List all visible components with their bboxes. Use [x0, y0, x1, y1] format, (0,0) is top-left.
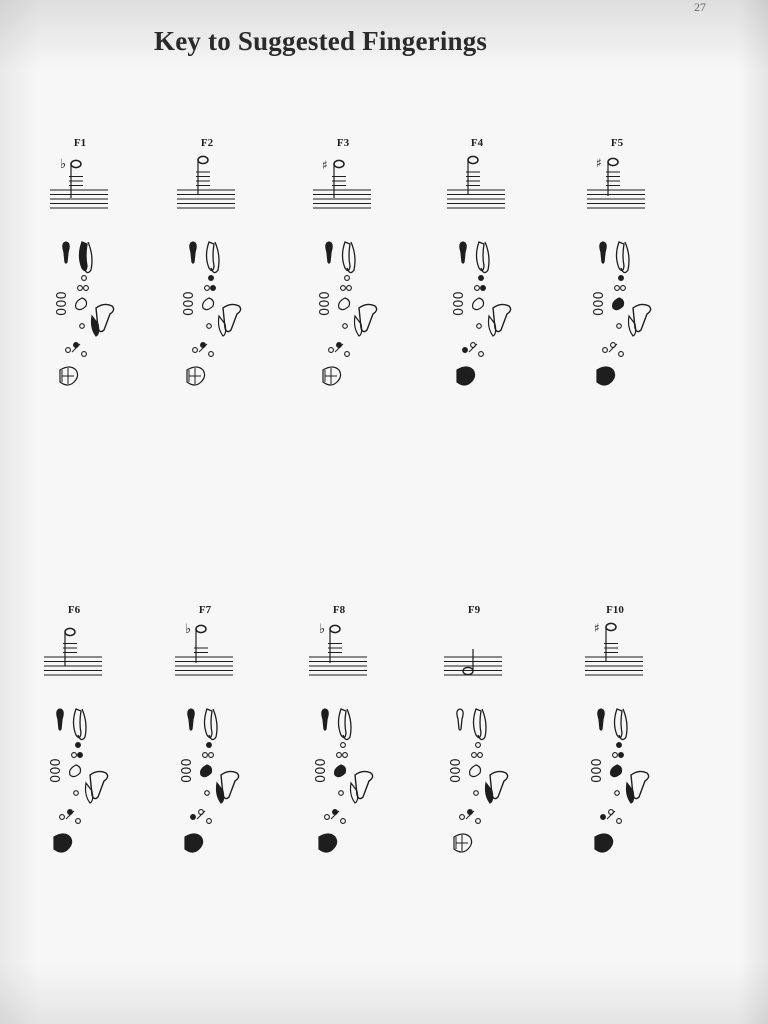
- staff-notation: [447, 152, 507, 222]
- left-hand-keys: 000: [449, 758, 464, 783]
- fingering-cell-f7: [145, 601, 265, 901]
- teardrop-key: [339, 298, 350, 310]
- fingering-label: F10: [606, 604, 624, 616]
- tone-hole: [60, 815, 65, 820]
- flick-key: [207, 242, 215, 271]
- staff-notation: [444, 619, 504, 689]
- staff-notation: [585, 619, 645, 689]
- sharp-sign: ♯: [594, 621, 600, 635]
- tone-hole: [619, 276, 624, 281]
- staff-lines: [309, 657, 367, 675]
- staff-notation: [50, 152, 110, 222]
- left-hand-keys: 000: [318, 291, 333, 316]
- left-hand-keys: 000: [182, 291, 197, 316]
- tone-hole: [341, 819, 346, 824]
- tone-hole: [209, 753, 214, 758]
- flick-key: [615, 709, 623, 738]
- note-head: [71, 160, 81, 167]
- tone-hole: [76, 743, 81, 748]
- tone-hole: [615, 286, 620, 291]
- fingering-cell-f8: [279, 601, 399, 901]
- low-key-detail: [325, 368, 337, 384]
- page-number: 27: [694, 0, 706, 14]
- fingering-diagram: [49, 709, 112, 879]
- fingering-label: F4: [470, 137, 484, 149]
- fingering-label: F8: [332, 604, 346, 616]
- flick-key: [477, 242, 485, 271]
- staff-lines: [587, 190, 645, 208]
- whisper-key: [457, 709, 463, 730]
- tone-hole: [80, 324, 85, 329]
- fingering-diagram: [590, 709, 653, 879]
- thumb-key: [621, 242, 629, 273]
- tone-hole: [205, 286, 210, 291]
- tone-hole: [479, 352, 484, 357]
- whisper-key: [322, 709, 328, 730]
- left-hand-keys: 000: [180, 758, 195, 783]
- tone-hole: [207, 743, 212, 748]
- left-hand-keys: 000: [314, 758, 329, 783]
- tone-hole: [343, 324, 348, 329]
- thumb-key: [478, 709, 486, 740]
- tone-hole: [209, 352, 214, 357]
- tone-hole: [621, 286, 626, 291]
- tone-hole: [78, 753, 83, 758]
- thumb-key: [209, 709, 217, 740]
- tone-hole: [463, 348, 468, 353]
- thumb-key: [78, 709, 86, 740]
- staff-notation: [587, 152, 647, 222]
- page-title: Key to Suggested Fingerings: [154, 26, 488, 56]
- fingering-cell-f6: [14, 601, 134, 901]
- fingering-row-2: [0, 601, 768, 901]
- fingering-cell-f1: [20, 134, 140, 434]
- left-hand-keys: 000: [55, 291, 70, 316]
- fingering-diagram: [180, 709, 243, 879]
- flick-key: [339, 709, 347, 738]
- left-hand-keys: 000: [452, 291, 467, 316]
- teardrop-key: [70, 765, 81, 777]
- tone-hole: [460, 815, 465, 820]
- tone-hole: [343, 753, 348, 758]
- flat-sign: ♭: [60, 157, 67, 172]
- whisper-key: [57, 709, 63, 730]
- tone-hole: [325, 815, 330, 820]
- tone-hole: [345, 352, 350, 357]
- staff-lines: [44, 657, 102, 675]
- fingering-diagram: [449, 709, 512, 879]
- low-key-detail: [62, 368, 74, 384]
- flick-key: [74, 709, 82, 738]
- left-hand-keys: 000: [592, 291, 607, 316]
- fingering-diagram: [55, 242, 118, 412]
- tone-hole: [207, 324, 212, 329]
- tone-hole: [72, 753, 77, 758]
- fingering-label: F5: [610, 137, 624, 149]
- teardrop-key: [76, 298, 87, 310]
- note-head: [198, 156, 208, 163]
- teardrop-key: [613, 298, 624, 310]
- note-head: [330, 625, 340, 632]
- fingering-label: F6: [67, 604, 81, 616]
- note-head: [468, 156, 478, 163]
- teardrop-key: [611, 765, 622, 777]
- staff-lines: [175, 657, 233, 675]
- fingering-diagram: [182, 242, 245, 412]
- tone-hole: [615, 791, 620, 796]
- tone-hole: [476, 743, 481, 748]
- tone-hole: [617, 819, 622, 824]
- whisper-key: [188, 709, 194, 730]
- whisper-key: [326, 242, 332, 263]
- low-key-detail: [456, 835, 468, 851]
- thumb-key: [343, 709, 351, 740]
- staff-lines: [50, 190, 108, 208]
- note-head: [606, 623, 616, 630]
- teardrop-key: [470, 765, 481, 777]
- teardrop-key: [201, 765, 212, 777]
- thumb-key: [619, 709, 627, 740]
- tone-hole: [479, 276, 484, 281]
- flat-sign: ♭: [319, 622, 326, 637]
- staff-lines: [177, 190, 235, 208]
- flat-sign: ♭: [185, 622, 192, 637]
- staff-lines: [447, 190, 505, 208]
- flick-key: [474, 709, 482, 738]
- tone-hole: [601, 815, 606, 820]
- staff-notation: [313, 152, 373, 222]
- staff-notation: [177, 152, 237, 222]
- whisper-key: [63, 242, 69, 263]
- sharp-sign: ♯: [596, 156, 602, 170]
- tone-hole: [82, 276, 87, 281]
- low-key-detail: [189, 368, 201, 384]
- tone-hole: [207, 819, 212, 824]
- left-hand-keys: 000: [49, 758, 64, 783]
- fingering-label: F2: [200, 137, 214, 149]
- note-head: [334, 160, 344, 167]
- tone-hole: [74, 791, 79, 796]
- fingering-diagram: [318, 242, 381, 412]
- tone-hole: [78, 286, 83, 291]
- fingering-cell-f5: [557, 134, 677, 434]
- staff-notation: [44, 619, 104, 689]
- tone-hole: [476, 819, 481, 824]
- tone-hole: [345, 276, 350, 281]
- note-head: [608, 158, 618, 165]
- staff-notation: [309, 619, 369, 689]
- tone-hole: [617, 324, 622, 329]
- tone-hole: [472, 753, 477, 758]
- tone-hole: [84, 286, 89, 291]
- tone-hole: [193, 348, 198, 353]
- flick-key: [617, 242, 625, 271]
- tone-hole: [481, 286, 486, 291]
- teardrop-key: [473, 298, 484, 310]
- thumb-key: [211, 242, 219, 273]
- tone-hole: [191, 815, 196, 820]
- tone-hole: [619, 753, 624, 758]
- tone-hole: [341, 743, 346, 748]
- fingering-label: F1: [73, 137, 87, 149]
- tone-hole: [337, 753, 342, 758]
- flick-key: [205, 709, 213, 738]
- teardrop-key: [203, 298, 214, 310]
- fingering-diagram: [592, 242, 655, 412]
- tone-hole: [617, 743, 622, 748]
- fingering-cell-f2: [147, 134, 267, 434]
- tone-hole: [619, 352, 624, 357]
- tone-hole: [76, 819, 81, 824]
- tone-hole: [474, 791, 479, 796]
- tone-hole: [478, 753, 483, 758]
- flick-key: [343, 242, 351, 271]
- tone-hole: [347, 286, 352, 291]
- whisper-key: [190, 242, 196, 263]
- fingering-cell-f9: [414, 601, 534, 901]
- fingering-cell-f10: [555, 601, 675, 901]
- fingering-label: F7: [198, 604, 212, 616]
- tone-hole: [205, 791, 210, 796]
- fingering-cell-f3: [283, 134, 403, 434]
- fingering-diagram: [452, 242, 515, 412]
- whisper-key: [460, 242, 466, 263]
- tone-hole: [341, 286, 346, 291]
- staff-lines: [313, 190, 371, 208]
- fingering-row-1: [0, 134, 768, 434]
- tone-hole: [339, 791, 344, 796]
- tone-hole: [209, 276, 214, 281]
- thumb-key: [347, 242, 355, 273]
- teardrop-key: [335, 765, 346, 777]
- staff-lines: [585, 657, 643, 675]
- left-hand-keys: 000: [590, 758, 605, 783]
- tone-hole: [66, 348, 71, 353]
- whisper-key: [600, 242, 606, 263]
- tone-hole: [613, 753, 618, 758]
- flick-key: [80, 242, 88, 271]
- tone-hole: [475, 286, 480, 291]
- tone-hole: [82, 352, 87, 357]
- note-head: [196, 625, 206, 632]
- tone-hole: [603, 348, 608, 353]
- fingering-diagram: [314, 709, 377, 879]
- fingering-label: F3: [336, 137, 350, 149]
- tone-hole: [203, 753, 208, 758]
- note-head: [65, 628, 75, 635]
- whisper-key: [598, 709, 604, 730]
- tone-hole: [211, 286, 216, 291]
- thumb-key: [481, 242, 489, 273]
- fingering-cell-f4: [417, 134, 537, 434]
- fingering-label: F9: [467, 604, 481, 616]
- tone-hole: [329, 348, 334, 353]
- sharp-sign: ♯: [322, 158, 328, 172]
- staff-notation: [175, 619, 235, 689]
- tone-hole: [477, 324, 482, 329]
